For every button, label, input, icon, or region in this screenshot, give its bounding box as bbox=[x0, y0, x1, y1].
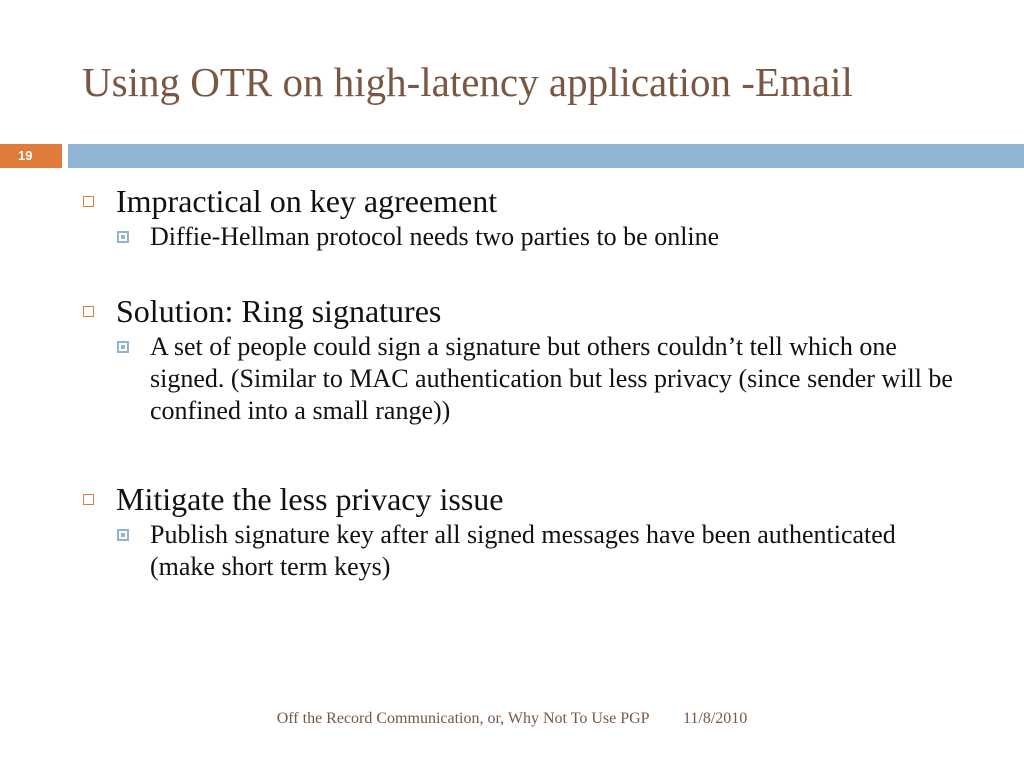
header-bar bbox=[0, 144, 1024, 168]
footer-title: Off the Record Communication, or, Why Not To Use PGP bbox=[276, 710, 649, 727]
square-bullet-icon bbox=[117, 341, 129, 353]
bullet-text: Impractical on key agreement bbox=[116, 183, 498, 219]
bullet-text: Solution: Ring signatures bbox=[116, 293, 442, 329]
sub-bullet-diffie-hellman bbox=[116, 221, 962, 253]
slide-title: Using OTR on high-latency application -Email bbox=[82, 59, 853, 105]
hollow-square-bullet-icon bbox=[83, 494, 94, 505]
square-bullet-icon bbox=[117, 231, 129, 243]
spacer bbox=[82, 427, 962, 479]
bullet-key-agreement bbox=[82, 181, 962, 221]
sub-bullet-text: Publish signature key after all signed messages have been authenticated (make short term keys) bbox=[150, 520, 896, 581]
sub-bullet-publish-key bbox=[116, 519, 962, 583]
hollow-square-bullet-icon bbox=[83, 306, 94, 317]
spacer bbox=[82, 253, 962, 291]
slide-footer bbox=[0, 710, 1024, 728]
bullet-text: Mitigate the less privacy issue bbox=[116, 481, 504, 517]
footer-date: 11/8/2010 bbox=[682, 710, 748, 727]
sub-bullet-text: Diffie-Hellman protocol needs two parties to be online bbox=[150, 222, 720, 251]
bullet-ring-signatures bbox=[82, 291, 962, 331]
hollow-square-bullet-icon bbox=[83, 196, 94, 207]
sub-bullet-text: A set of people could sign a signature but others couldn’t tell which one signed. (Similar to MAC authentication but less privacy (since sender will be confined into a small range)) bbox=[150, 332, 953, 425]
bullet-privacy-issue bbox=[82, 479, 962, 519]
slide-number: 19 bbox=[0, 144, 62, 168]
header-band bbox=[68, 144, 1024, 168]
square-bullet-icon bbox=[117, 529, 129, 541]
sub-bullet-ring-explanation bbox=[116, 331, 962, 427]
slide-body bbox=[82, 181, 962, 583]
